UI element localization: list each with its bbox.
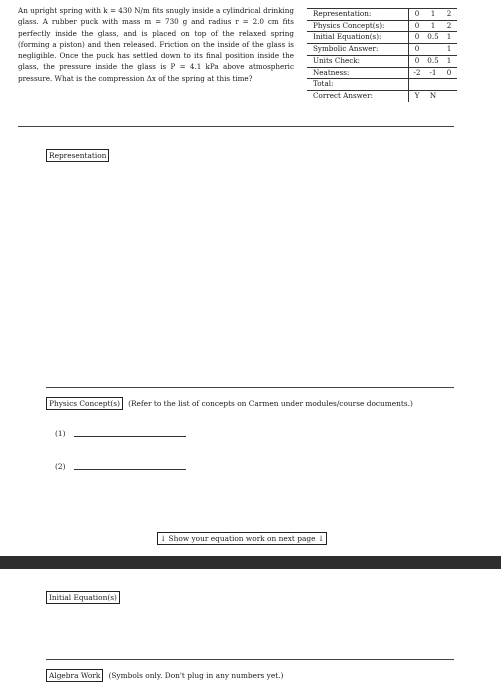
- physics-concepts-note: (Refer to the list of concepts on Carmen under modules/course documents.): [128, 399, 413, 408]
- rubric-score: 2: [441, 20, 457, 32]
- show-work-notice: ↓ Show your equation work on next page ↓: [157, 532, 327, 545]
- rubric-row: [307, 55, 457, 67]
- page-break-bar: [0, 556, 501, 569]
- divider: [46, 659, 454, 660]
- rubric-score: 0: [409, 9, 426, 21]
- rubric-score: 1: [441, 55, 457, 67]
- divider: [18, 126, 454, 127]
- concept-item-2-blank[interactable]: [74, 469, 186, 470]
- rubric-row: [307, 90, 457, 101]
- problem-statement: An upright spring with k = 430 N/m fits snugly inside a cylindrical drinking glass. A rubber puck with mass m = 730 g and radius r = 2.0 cm fits perfectly inside the glass, and is placed on top of the relaxed spring (forming a piston) and then released. Friction on the inside of the glass is negligible. Once the puck has settled down to its final position inside the glass, the pressure inside the glass is P = 4.1 kPa above atmospheric pressure. What is the compression Δx of the spring at this time?: [18, 6, 294, 83]
- rubric-score: [441, 79, 457, 91]
- divider: [46, 387, 454, 388]
- rubric-score: 1: [425, 20, 441, 32]
- rubric-score: 0.5: [425, 55, 441, 67]
- rubric-row: [307, 67, 457, 79]
- rubric-score: [425, 79, 441, 91]
- rubric-row: [307, 32, 457, 44]
- algebra-work-note: (Symbols only. Don't plug in any numbers yet.): [108, 671, 284, 680]
- rubric-score: -2: [409, 67, 426, 79]
- rubric-row: [307, 9, 457, 21]
- rubric-category: Initial Equation(s):: [307, 32, 409, 44]
- rubric-category: Correct Answer:: [307, 90, 409, 101]
- rubric-score: 0: [441, 67, 457, 79]
- rubric-score: 1: [425, 9, 441, 21]
- rubric-score: N: [429, 90, 437, 100]
- representation-label: Representation: [46, 149, 109, 162]
- rubric-score: [425, 44, 441, 56]
- rubric-score: Y: [414, 90, 420, 100]
- rubric-score: 0: [409, 44, 426, 56]
- rubric-score: -1: [425, 67, 441, 79]
- concept-item-1-blank[interactable]: [74, 436, 186, 437]
- algebra-work-label: Algebra Work: [46, 669, 103, 682]
- rubric-row: [307, 44, 457, 56]
- concept-item-1-label: (1): [55, 429, 66, 438]
- rubric-score: 1: [441, 44, 457, 56]
- rubric-score: 0: [409, 55, 426, 67]
- rubric-category: Physics Concept(s):: [307, 20, 409, 32]
- initial-equations-label: Initial Equation(s): [46, 591, 120, 604]
- rubric-row: [307, 79, 457, 91]
- rubric-score: 2: [441, 9, 457, 21]
- rubric-category: Symbolic Answer:: [307, 44, 409, 56]
- rubric-category: Representation:: [307, 9, 409, 21]
- physics-concepts-label: Physics Concept(s): [46, 397, 123, 410]
- rubric-score: 0: [409, 20, 426, 32]
- rubric-score: 0.5: [425, 32, 441, 44]
- rubric-score: [409, 79, 426, 91]
- rubric-category: Units Check:: [307, 55, 409, 67]
- rubric-category: Total:: [307, 79, 409, 91]
- rubric-score: 1: [441, 32, 457, 44]
- concept-item-2-label: (2): [55, 462, 66, 471]
- rubric-row: [307, 20, 457, 32]
- rubric-score: [441, 90, 457, 101]
- grading-rubric: [307, 8, 457, 102]
- rubric-category: Neatness:: [307, 67, 409, 79]
- rubric-score: 0: [409, 32, 426, 44]
